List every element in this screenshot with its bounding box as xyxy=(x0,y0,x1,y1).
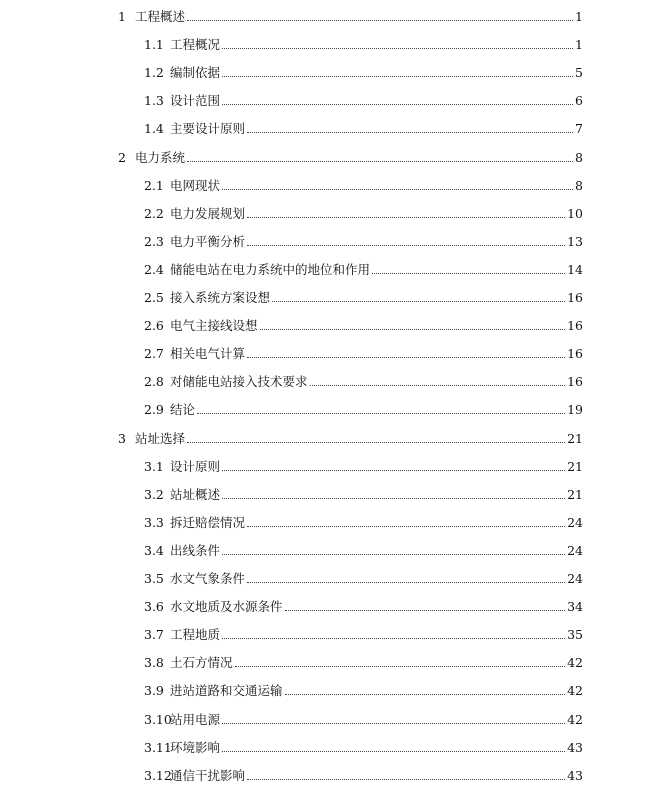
toc-page-number: 43 xyxy=(567,767,583,783)
toc-entry-number: 3 xyxy=(118,430,126,446)
toc-section-entry[interactable] xyxy=(0,596,647,618)
toc-section-entry[interactable] xyxy=(0,737,647,759)
toc-dot-leader xyxy=(187,161,573,162)
toc-section-entry[interactable] xyxy=(0,34,647,56)
toc-page-number: 21 xyxy=(567,458,583,474)
toc-entry-number: 1.2 xyxy=(144,65,164,81)
toc-dot-leader xyxy=(247,357,565,358)
toc-dot-leader xyxy=(222,189,573,190)
toc-dot-leader xyxy=(222,470,565,471)
toc-dot-leader xyxy=(247,217,565,218)
toc-dot-leader xyxy=(187,442,565,443)
toc-entry-number: 3.8 xyxy=(144,655,164,671)
toc-dot-leader xyxy=(235,666,565,667)
toc-page-number: 34 xyxy=(567,599,583,615)
toc-page-number: 16 xyxy=(567,374,583,390)
toc-page-number: 24 xyxy=(567,542,583,558)
toc-page-number: 35 xyxy=(567,627,583,643)
toc-entry-title: 结论 xyxy=(170,402,196,418)
toc-section-entry[interactable] xyxy=(0,175,647,197)
toc-dot-leader xyxy=(247,526,565,527)
toc-section-entry[interactable] xyxy=(0,680,647,702)
toc-entry-number: 3.11 xyxy=(144,739,172,755)
toc-dot-leader xyxy=(222,104,573,105)
toc-entry-number: 2.9 xyxy=(144,402,164,418)
toc-page-number: 42 xyxy=(567,655,583,671)
toc-entry-number: 2.3 xyxy=(144,233,164,249)
toc-entry-title: 储能电站在电力系统中的地位和作用 xyxy=(170,261,371,277)
toc-entry-number: 2.7 xyxy=(144,346,164,362)
toc-dot-leader xyxy=(222,554,565,555)
toc-section-entry[interactable] xyxy=(0,568,647,590)
toc-entry-title: 站址选择 xyxy=(135,430,186,446)
toc-section-entry[interactable] xyxy=(0,709,647,731)
toc-entry-number: 2.5 xyxy=(144,290,164,305)
toc-entry-title: 电气主接线设想 xyxy=(170,318,258,334)
toc-entry-title: 通信干扰影响 xyxy=(170,767,246,783)
toc-page-number: 21 xyxy=(567,486,583,502)
toc-page-number: 5 xyxy=(575,65,583,81)
toc-entry-title: 水文气象条件 xyxy=(170,571,246,586)
toc-dot-leader xyxy=(222,76,573,77)
toc-page-number: 1 xyxy=(575,37,583,53)
toc-page-number: 8 xyxy=(575,177,583,193)
toc-dot-leader xyxy=(197,413,565,414)
toc-dot-leader xyxy=(222,751,565,752)
toc-section-entry[interactable] xyxy=(0,259,647,281)
toc-section-entry[interactable] xyxy=(0,203,647,225)
toc-page-number: 43 xyxy=(567,739,583,755)
toc-entry-number: 3.5 xyxy=(144,571,164,586)
toc-entry-title: 拆迁赔偿情况 xyxy=(170,514,246,530)
toc-page-number: 13 xyxy=(567,233,583,249)
toc-section-entry[interactable] xyxy=(0,287,647,309)
toc-dot-leader xyxy=(285,694,565,695)
toc-section-entry[interactable] xyxy=(0,371,647,393)
toc-entry-title: 进站道路和交通运输 xyxy=(170,683,283,699)
toc-entry-number: 3.9 xyxy=(144,683,164,699)
toc-entry-title: 工程概述 xyxy=(135,9,186,24)
toc-page-number: 42 xyxy=(567,711,583,727)
toc-entry-title: 编制依据 xyxy=(170,65,221,81)
toc-dot-leader xyxy=(247,245,565,246)
toc-entry-title: 接入系统方案设想 xyxy=(170,290,271,305)
toc-entry-number: 1 xyxy=(118,9,126,24)
toc-page-number: 14 xyxy=(567,261,583,277)
toc-entry-number: 3.12 xyxy=(144,767,172,783)
toc-entry-number: 2.8 xyxy=(144,374,164,390)
toc-entry-title: 主要设计原则 xyxy=(170,121,246,137)
toc-entry-title: 工程地质 xyxy=(170,627,221,643)
toc-dot-leader xyxy=(260,329,565,330)
toc-entry-number: 2.2 xyxy=(144,205,164,221)
toc-page-number: 1 xyxy=(575,9,583,24)
toc-dot-leader xyxy=(247,779,565,780)
toc-entry-title: 站址概述 xyxy=(170,486,221,502)
toc-dot-leader xyxy=(222,498,565,499)
toc-dot-leader xyxy=(247,582,565,583)
toc-dot-leader xyxy=(272,301,565,302)
toc-entry-title: 出线条件 xyxy=(170,542,221,558)
toc-entry-title: 电力发展规划 xyxy=(170,205,246,221)
toc-dot-leader xyxy=(372,273,565,274)
toc-entry-number: 1.4 xyxy=(144,121,164,137)
toc-entry-title: 相关电气计算 xyxy=(170,346,246,362)
toc-entry-title: 站用电源 xyxy=(170,711,221,727)
toc-entry-title: 工程概况 xyxy=(170,37,221,53)
toc-page-number: 21 xyxy=(567,430,583,446)
toc-section-entry[interactable] xyxy=(0,62,647,84)
toc-entry-number: 3.7 xyxy=(144,627,164,643)
toc-entry-title: 环境影响 xyxy=(170,739,221,755)
toc-page-number: 6 xyxy=(575,93,583,109)
toc-entry-number: 2 xyxy=(118,149,126,165)
toc-chapter-entry[interactable] xyxy=(0,428,647,450)
toc-section-entry[interactable] xyxy=(0,624,647,646)
toc-section-entry[interactable] xyxy=(0,231,647,253)
toc-page-number: 16 xyxy=(567,318,583,334)
toc-chapter-entry[interactable] xyxy=(0,6,647,28)
toc-section-entry[interactable] xyxy=(0,765,647,787)
toc-dot-leader xyxy=(222,638,565,639)
toc-page-number: 42 xyxy=(567,683,583,699)
toc-entry-title: 水文地质及水源条件 xyxy=(170,599,283,615)
toc-page-number: 24 xyxy=(567,514,583,530)
toc-section-entry[interactable] xyxy=(0,399,647,421)
toc-page-number: 7 xyxy=(575,121,583,137)
toc-entry-number: 3.10 xyxy=(144,711,172,727)
toc-dot-leader xyxy=(285,610,565,611)
toc-entry-number: 2.1 xyxy=(144,177,164,193)
toc-page-number: 10 xyxy=(567,205,583,221)
toc-page-number: 16 xyxy=(567,290,583,305)
toc-entry-title: 电力系统 xyxy=(135,149,186,165)
toc-entry-number: 3.4 xyxy=(144,542,164,558)
toc-dot-leader xyxy=(222,723,565,724)
toc-entry-number: 3.6 xyxy=(144,599,164,615)
toc-section-entry[interactable] xyxy=(0,343,647,365)
toc-entry-title: 电网现状 xyxy=(170,177,221,193)
toc-entry-title: 对储能电站接入技术要求 xyxy=(170,374,308,390)
toc-dot-leader xyxy=(222,48,573,49)
toc-dot-leader xyxy=(247,132,573,133)
toc-section-entry[interactable] xyxy=(0,540,647,562)
toc-page-number: 19 xyxy=(567,402,583,418)
toc-entry-number: 3.1 xyxy=(144,458,164,474)
toc-section-entry[interactable] xyxy=(0,652,647,674)
toc-section-entry[interactable] xyxy=(0,90,647,112)
toc-dot-leader xyxy=(310,385,565,386)
toc-section-entry[interactable] xyxy=(0,456,647,478)
toc-section-entry[interactable] xyxy=(0,484,647,506)
toc-entry-number: 1.1 xyxy=(144,37,164,53)
toc-page-number: 8 xyxy=(575,149,583,165)
toc-entry-number: 2.6 xyxy=(144,318,164,334)
toc-entry-title: 设计原则 xyxy=(170,458,221,474)
toc-entry-title: 土石方情况 xyxy=(170,655,233,671)
toc-entry-title: 电力平衡分析 xyxy=(170,233,246,249)
toc-entry-number: 1.3 xyxy=(144,93,164,109)
toc-entry-title: 设计范围 xyxy=(170,93,221,109)
toc-section-entry[interactable] xyxy=(0,315,647,337)
toc-entry-number: 3.3 xyxy=(144,514,164,530)
toc-page-number: 24 xyxy=(567,571,583,586)
toc-entry-number: 3.2 xyxy=(144,486,164,502)
toc-dot-leader xyxy=(187,20,573,21)
toc-entry-number: 2.4 xyxy=(144,261,164,277)
toc-section-entry[interactable] xyxy=(0,118,647,140)
toc-page-number: 16 xyxy=(567,346,583,362)
toc-chapter-entry[interactable] xyxy=(0,147,647,169)
toc-section-entry[interactable] xyxy=(0,512,647,534)
